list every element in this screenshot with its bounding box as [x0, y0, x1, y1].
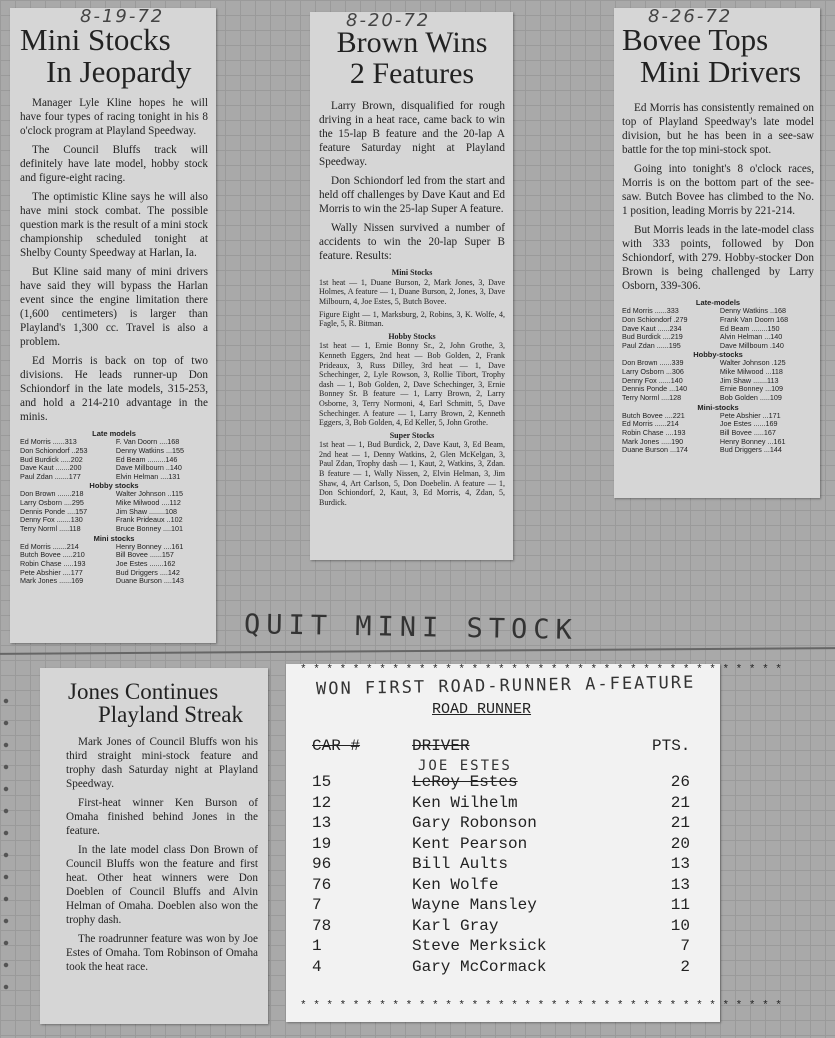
headline [54, 680, 258, 727]
standings-cell: Walter Johnson ..115 [115, 489, 184, 499]
car-number: 12 [312, 793, 332, 812]
points-value: 21 [670, 793, 690, 812]
standings-table [20, 429, 208, 586]
clipping-brown-wins-2-features [310, 12, 513, 560]
article-body [319, 99, 505, 263]
results-section: Hobby Stocks [388, 331, 436, 341]
standings-cell: Butch Bovee ....221 [622, 410, 685, 420]
standings-section-title: Hobby-stocks [693, 350, 743, 360]
standings-cell: Don Brown ......339 [622, 358, 684, 368]
headline [319, 28, 505, 89]
clipping-bovee-tops-mini-drivers [614, 8, 820, 498]
standings-cell: Bud Burdick .....202 [20, 454, 83, 464]
standings-cell: Mike Milwood ....112 [115, 498, 181, 508]
article-body [54, 735, 258, 974]
standings-row [20, 577, 208, 586]
points-value: 13 [670, 855, 690, 873]
standings-table [622, 298, 814, 455]
standings-cell: Ed Morris ......214 [622, 419, 679, 429]
standings-cell: Don Schiondorf ..253 [20, 445, 88, 455]
standings-section-title: Late-models [695, 298, 741, 308]
results-block [319, 332, 505, 428]
driver-name: Ken Wilhelm [412, 793, 518, 812]
column-header-pts: PTS. [652, 737, 691, 755]
standings-cell: Dave Kaut ......234 [622, 323, 682, 333]
standings-cell: Frank Van Doorn 168 [719, 314, 789, 324]
standings-cell: Ed Beam .........146 [115, 454, 178, 464]
paragraph: The Council Bluffs track will definitely have late model, hobby stock and figure-eight racing. [20, 144, 208, 185]
star-border-bottom: * * * * * * * * * * * * * * * * * * * * * * * * * * * * * * * * * * * * * [300, 1000, 782, 1012]
car-number: 76 [312, 875, 332, 894]
paragraph: In the late model class Don Brown of Council Bluffs won the feature and first heat. Other heat winners were Don Doeblen of Council Bluffs and Alvin Helman of Omaha. Doeblen also won the trophy dash. [66, 843, 258, 926]
column-header-driver: DRIVER [412, 737, 470, 755]
standings-cell: Ernie Bonney ...109 [719, 384, 784, 394]
binding-dots [3, 690, 9, 990]
results-section: Super Stocks [389, 430, 435, 440]
standings-section-title: Mini stocks [93, 533, 135, 543]
standings-cell: Pete Abshier ....177 [20, 567, 83, 577]
standings-row [20, 525, 208, 534]
standings-cell: Bud Burdick ....219 [622, 332, 683, 342]
headline-line-2: In Jeopardy [46, 53, 192, 89]
paragraph: Larry Brown, disqualified for rough driving in a heat race, came back to win the 15-lap B feature and the 20-lap A feature Saturday night at Playland Speedway. [319, 100, 505, 169]
standings-cell: Ed Beam ........150 [719, 323, 780, 333]
standings-cell: Jim Shaw .......113 [719, 375, 779, 385]
standings-cell: Mark Jones .....190 [622, 436, 684, 446]
standings-section-title: Mini-stocks [697, 402, 739, 412]
standings-cell: Butch Bovee .....210 [20, 550, 85, 560]
driver-name: Kent Pearson [412, 834, 528, 853]
paragraph: Wally Nissen survived a number of accidents to win the 20-lap Super B feature. Results: [319, 222, 505, 263]
car-number: 19 [312, 834, 332, 853]
headline-line-1: Brown Wins [336, 26, 488, 59]
paragraph: Ed Morris is back on top of two divisions. He leads runner-up Don Schiondorf in the late models, 315-253, and hold a 214-210 advantage in the minis. [20, 355, 208, 424]
headline-line-1: Jones Continues [68, 679, 219, 704]
standings-cell: Henry Bonney ...161 [719, 436, 786, 446]
sheet-title: ROAD RUNNER [432, 701, 532, 718]
driver-name: Steve Merksick [412, 937, 547, 955]
results-block [319, 431, 505, 508]
handwritten-date: 8-26-72 [648, 6, 733, 27]
car-number: 4 [312, 957, 322, 976]
standings-section-title: Hobby stocks [89, 481, 139, 491]
standings-cell: Frank Prideaux ..102 [115, 515, 183, 525]
handwritten-quit-mini-stock: QUIT MINI STOCK [243, 609, 579, 646]
standings-cell: Bruce Bonney ....101 [115, 523, 184, 533]
paragraph: But Morris leads in the late-model class with 333 points, followed by Don Schiondorf, with 279. Hobby-stocker Don Brown is being challenged by Larry Osborn, 339-306. [622, 224, 814, 293]
driver-name: Karl Gray [412, 916, 499, 935]
paragraph: Ed Morris has consistently remained on top of Playland Speedway's late model division, but he has been in a see-saw battle for the top mini-stock spot. [622, 102, 814, 157]
standings-cell: Henry Bonney ....161 [115, 541, 184, 551]
standings-cell: Dave Millbourn .140 [719, 340, 784, 350]
headline-line-1: Bovee Tops [622, 22, 769, 57]
handwritten-date: 8-19-72 [80, 6, 165, 27]
standings-cell: Terry Norml ....128 [622, 392, 682, 402]
standings-cell: Ed Morris ......333 [622, 306, 679, 316]
driver-name: Gary Robonson [412, 814, 537, 832]
points-value: 7 [680, 937, 690, 955]
clipping-mini-stocks-in-jeopardy [10, 8, 216, 643]
standings-row [20, 473, 208, 482]
paragraph: Going into tonight's 8 o'clock races, Morris is on the bottom part of the see-saw. Butch Bovee has climbed to the No. 1 position, leading Morris by 221-214. [622, 163, 814, 218]
paragraph: But Kline said many of mini drivers have said they will bypass the Harlan event since the engine limitation there (1,600 centimeters) is larger than Playland's 1,300 cc. Travel is also a problem. [20, 266, 208, 349]
points-value: 11 [670, 896, 690, 914]
headline-line-2: Mini Drivers [640, 53, 802, 89]
headline [622, 24, 814, 87]
standings-cell: Bill Bovee ......157 [115, 550, 174, 560]
standings-cell: Robin Chase ....193 [622, 427, 686, 437]
standings-cell: Dave Millbourn ..140 [115, 463, 182, 473]
driver-name: Wayne Mansley [412, 896, 537, 914]
driver-name: Ken Wolfe [412, 875, 499, 894]
paragraph: Don Schiondorf led from the start and held off challenges by Dave Kaut and Ed Morris to win the 25-lap Super A feature. [319, 175, 505, 216]
standings-row [622, 394, 814, 403]
standings-cell: Larry Osborn ...306 [622, 367, 684, 377]
standings-cell: Ed Morris .......214 [20, 541, 79, 551]
standings-cell: Terry Norml .....118 [20, 523, 81, 533]
results-block [319, 268, 505, 306]
standings-cell: Denny Fox ......140 [622, 375, 683, 385]
standings-cell: Dennis Ponde ....157 [20, 506, 88, 516]
headline-line-2: 2 Features [349, 56, 475, 90]
standings-cell: Paul Zdan .......177 [20, 471, 81, 481]
points-value: 10 [670, 916, 690, 935]
handwritten-divider-line [0, 647, 835, 655]
standings-cell: Jim Shaw ........108 [115, 506, 178, 516]
driver-name: Bill Aults [412, 855, 509, 873]
standings-cell: Mike Milwood ...118 [719, 367, 783, 377]
standings-cell: Joe Estes ......169 [719, 419, 778, 429]
handwritten-date: 8-20-72 [346, 10, 431, 31]
road-runner-points-sheet [286, 664, 782, 1022]
standings-cell: Denny Watkins ...155 [115, 445, 184, 455]
standings-cell: F. Van Doorn ....168 [115, 437, 180, 447]
points-value: 26 [670, 773, 690, 791]
paragraph: Mark Jones of Council Bluffs won his third straight mini-stock feature and trophy dash Saturday night at Playland Speedway. [66, 735, 258, 790]
points-value: 2 [680, 957, 690, 976]
clipping-jones-continues-playland-streak [40, 668, 268, 1024]
standings-cell: Pete Abshier ...171 [719, 410, 781, 420]
paragraph: The roadrunner feature was won by Joe Estes of Omaha. Tom Robinson of Omaha took the heat race. [66, 932, 258, 973]
article-body [20, 96, 208, 424]
standings-cell: Denny Watkins ..168 [719, 306, 786, 316]
headline-line-2: Playland Streak [98, 702, 243, 728]
standings-row [622, 342, 814, 351]
standings-cell: Mark Jones ......169 [20, 576, 84, 586]
standings-cell: Robin Chase .....193 [20, 558, 86, 568]
headline [20, 24, 208, 87]
standings-cell: Bud Driggers ...144 [719, 445, 782, 455]
standings-cell: Don Brown .......218 [20, 489, 84, 499]
car-number: 78 [312, 916, 332, 935]
standings-cell: Duane Burson ...174 [622, 445, 688, 455]
results-text: 1st heat — 1, Duane Burson, 2, Mark Jones, 3, Dave Holmes, A feature — 1, Duane Burson, 2, Jones, 3, Dave Milbourn, 4, Joe Estes, 5, Butch Bovee. [319, 277, 505, 306]
points-value: 21 [670, 814, 690, 832]
standings-cell: Walter Johnson .125 [719, 358, 786, 368]
standings-row [622, 446, 814, 455]
results-text: 1st heat — 1, Bud Burdick, 2, Dave Kaut, 3, Ed Beam, 2nd heat — 1, Denny Watkins, 2, Glen McKelgan, 3, Paul Zdan, Trophy dash — 1, Kaut, 2, Watkins, 3, Zdan. B feature — 1, Wally Nissen, 2, Elvin Helman, 3, Jim Shaw, 4, Art Carlson, 5, Don Doebelin. A feature — 1, Don Schiondorf, 2, Kaut, 3, Ed Morris, 4, Zdan, 5, Burdick. [319, 440, 505, 507]
column-header-car: CAR # [312, 737, 361, 755]
standings-cell: Bud Driggers ....142 [115, 567, 180, 577]
star-border-top: * * * * * * * * * * * * * * * * * * * * * * * * * * * * * * * * * * * * * [300, 664, 782, 676]
results-section: Mini Stocks [391, 268, 433, 278]
car-number: 13 [312, 814, 332, 832]
results-text: Figure Eight — 1, Marksburg, 2, Robins, 3, K. Wolfe, 4, Fagle, 5, R. Bitman. [319, 309, 505, 329]
paragraph: The optimistic Kline says he will also have mini stock combat. The possible question mark is the result of a mini stock championship scheduled tonight at Shelby County Speedway at Harlan, Ia. [20, 191, 208, 260]
results-text: 1st heat — 1, Ernie Bonny Sr., 2, John Grothe, 3, Kenneth Eggers, 2nd heat — Bob Golden, 2, Frank Prideaux, 3, Russ Dilley, 3rd heat — 1, Dave Schechinger, 2, Lyle Rowson, 3, Rollie Tibort, Trophy dash — 1, Bob Golden, 2, Dave Schechinger, 3, Ernie Bonney Sr. B feature — 1, Larry Brown, 2, Larry Osborne, 3, Terry Normoni, 4, Earl Schmitt, 5, Dave Schechinger. A feature — 1, Larry Brown, 2, Kenneth Eggers, 3, Bob Golden, 4, Ed Keller, 5, John Grothe. [319, 341, 505, 428]
car-number: 15 [312, 773, 332, 791]
standings-cell: Bill Bovee .....167 [719, 427, 776, 437]
standings-cell: Don Schiondorf .279 [622, 314, 688, 324]
standings-cell: Dennis Ponde ...140 [622, 384, 688, 394]
handwritten-note: WON FIRST ROAD-RUNNER A-FEATURE [315, 672, 696, 700]
standings-cell: Dave Kaut .......200 [20, 463, 82, 473]
results-block [319, 310, 505, 329]
standings-cell: Paul Zdan ......195 [622, 340, 681, 350]
standings-cell: Larry Osborn ....295 [20, 498, 84, 508]
standings-cell: Bob Golden .....109 [719, 392, 782, 402]
points-value: 20 [670, 834, 690, 853]
standings-cell: Elvin Helman ....131 [115, 471, 181, 481]
standings-section-title: Late models [92, 429, 136, 439]
standings-cell: Alvin Helman ...140 [719, 332, 783, 342]
driver-name: Gary McCormack [412, 957, 547, 976]
car-number: 96 [312, 855, 332, 873]
standings-cell: Joe Estes .......162 [115, 558, 176, 568]
race-results [319, 268, 505, 507]
article-body [622, 101, 814, 293]
standings-cell: Duane Burson ....143 [115, 576, 184, 586]
handwritten-driver-correction: JOE ESTES [418, 758, 512, 774]
paragraph: First-heat winner Ken Burson of Omaha finished behind Jones in the feature. [66, 796, 258, 837]
standings-cell: Ed Morris ......313 [20, 437, 77, 447]
paragraph: Manager Lyle Kline hopes he will have four types of racing tonight in his 8 o'clock program at Playland Speedway. [20, 97, 208, 138]
car-number: 1 [312, 937, 322, 955]
points-value: 13 [670, 875, 690, 894]
headline-line-1: Mini Stocks [20, 22, 171, 57]
driver-name: LeRoy Estes [412, 773, 518, 791]
standings-cell: Denny Fox .......130 [20, 515, 83, 525]
car-number: 7 [312, 896, 322, 914]
